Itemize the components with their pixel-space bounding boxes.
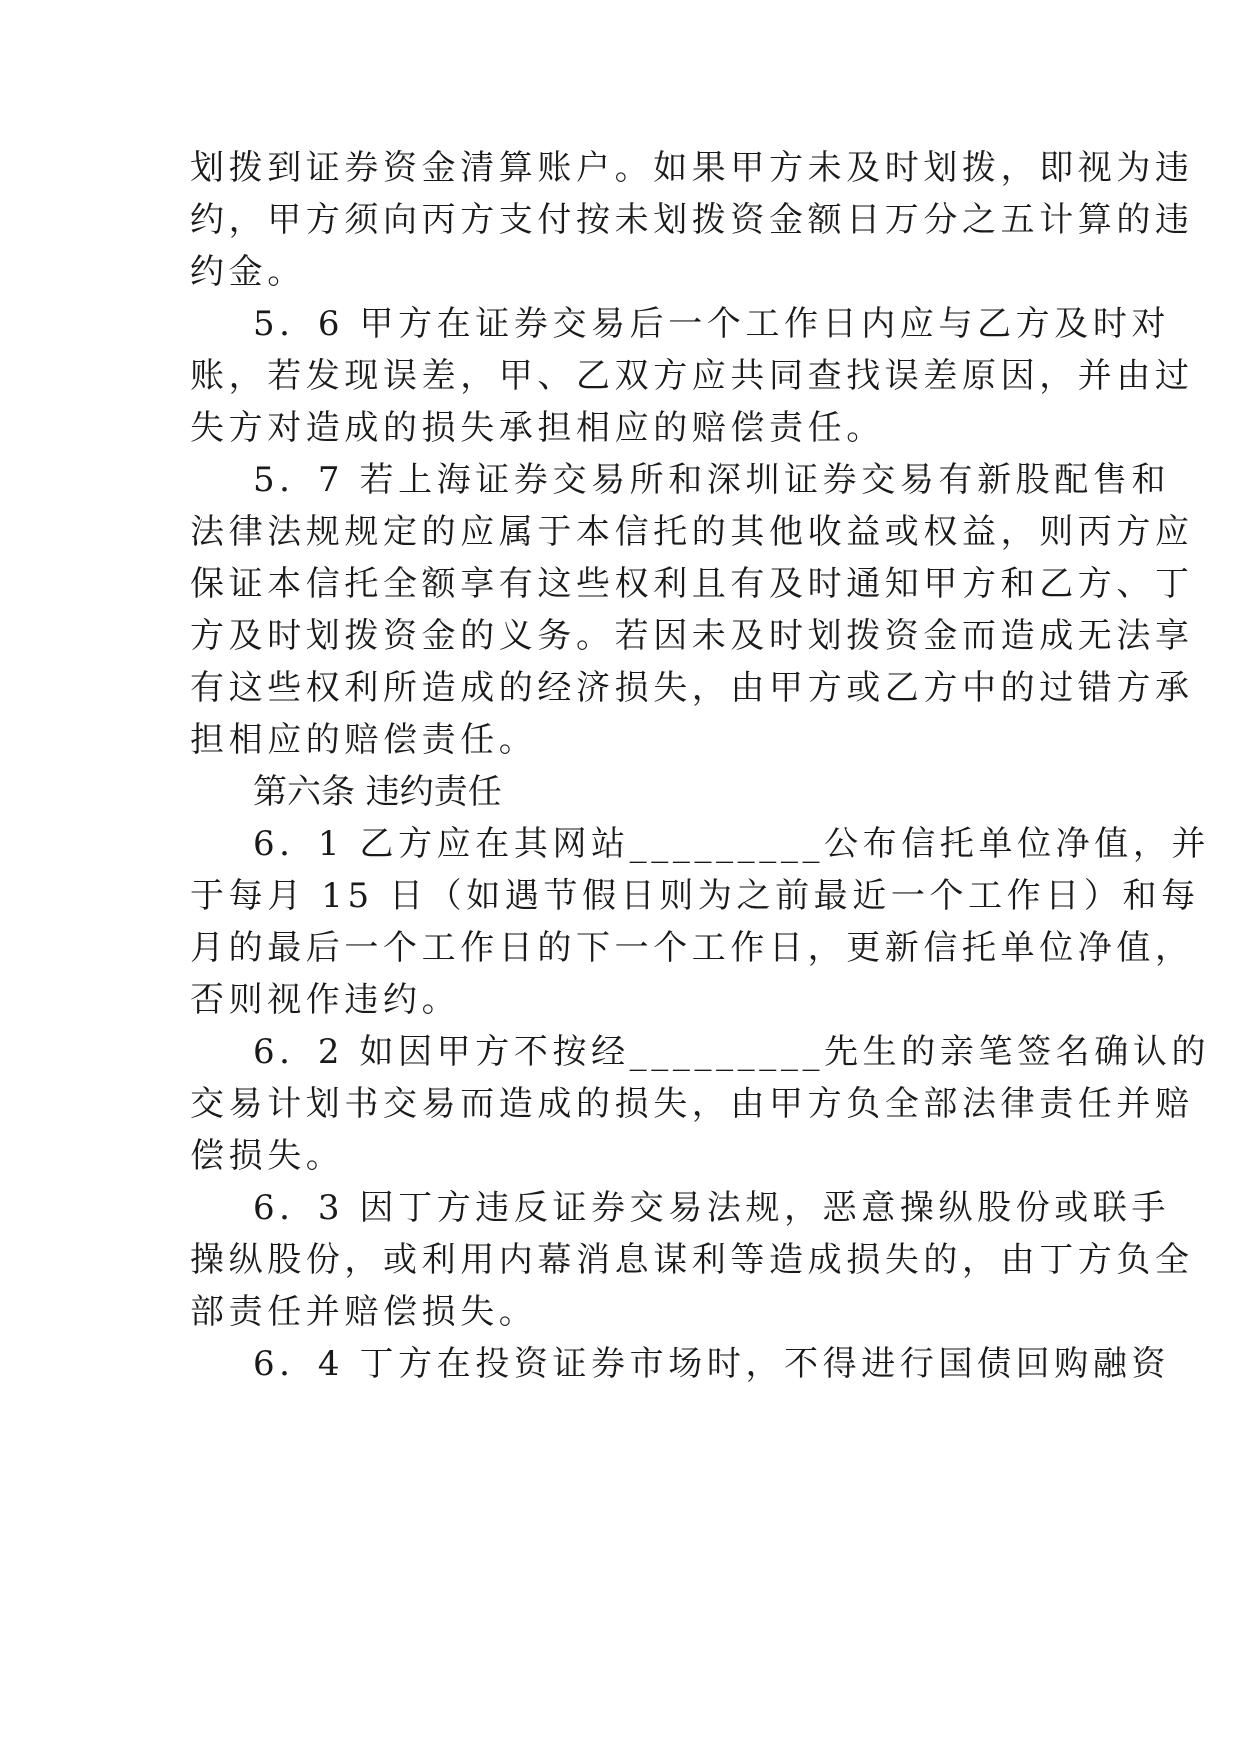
clause-5-6-line-1: 5．6 甲方在证券交易后一个工作日内应与乙方及时对 [253, 304, 1171, 344]
clause-6-2-line-2: 交易计划书交易而造成的损失，由甲方负全部法律责任并赔 [190, 1084, 1194, 1124]
clause-5-7-line-4: 方及时划拨资金的义务。若因未及时划拨资金而造成无法享 [190, 616, 1194, 656]
clause-6-1-line-1: 6．1 乙方应在其网站_________公布信托单位净值，并 [253, 824, 1211, 864]
clause-5-7-line-6: 担相应的赔偿责任。 [190, 720, 538, 760]
article-6-heading: 第六条 违约责任 [253, 772, 502, 812]
text-line-3: 约金。 [190, 252, 306, 292]
clause-6-2-line-1: 6．2 如因甲方不按经_________先生的亲笔签名确认的 [253, 1032, 1211, 1072]
clause-6-1-line-3: 月的最后一个工作日的下一个工作日，更新信托单位净值， [190, 928, 1194, 968]
clause-5-7-line-1: 5．7 若上海证券交易所和深圳证券交易有新股配售和 [253, 460, 1171, 500]
clause-6-3-line-1: 6．3 因丁方违反证券交易法规，恶意操纵股份或联手 [253, 1188, 1171, 1228]
clause-5-6-line-3: 失方对造成的损失承担相应的赔偿责任。 [190, 408, 885, 448]
clause-6-3-line-2: 操纵股份，或利用内幕消息谋利等造成损失的，由丁方负全 [190, 1240, 1194, 1280]
clause-5-7-line-5: 有这些权利所造成的经济损失，由甲方或乙方中的过错方承 [190, 668, 1194, 708]
text-line-1: 划拨到证券资金清算账户。如果甲方未及时划拨，即视为违 [190, 148, 1194, 188]
clause-6-3-line-3: 部责任并赔偿损失。 [190, 1292, 538, 1332]
clause-5-6-line-2: 账，若发现误差，甲、乙双方应共同查找误差原因，并由过 [190, 356, 1194, 396]
clause-6-1-line-2: 于每月 15 日（如遇节假日则为之前最近一个工作日）和每 [190, 876, 1200, 916]
clause-6-1-line-4: 否则视作违约。 [190, 980, 461, 1020]
clause-5-7-line-2: 法律法规规定的应属于本信托的其他收益或权益，则丙方应 [190, 512, 1194, 552]
clause-5-7-line-3: 保证本信托全额享有这些权利且有及时通知甲方和乙方、丁 [190, 564, 1194, 604]
clause-6-4-line-1: 6．4 丁方在投资证券市场时，不得进行国债回购融资 [253, 1344, 1171, 1384]
text-line-2: 约，甲方须向丙方支付按未划拨资金额日万分之五计算的违 [190, 200, 1194, 240]
clause-6-2-line-3: 偿损失。 [190, 1136, 345, 1176]
